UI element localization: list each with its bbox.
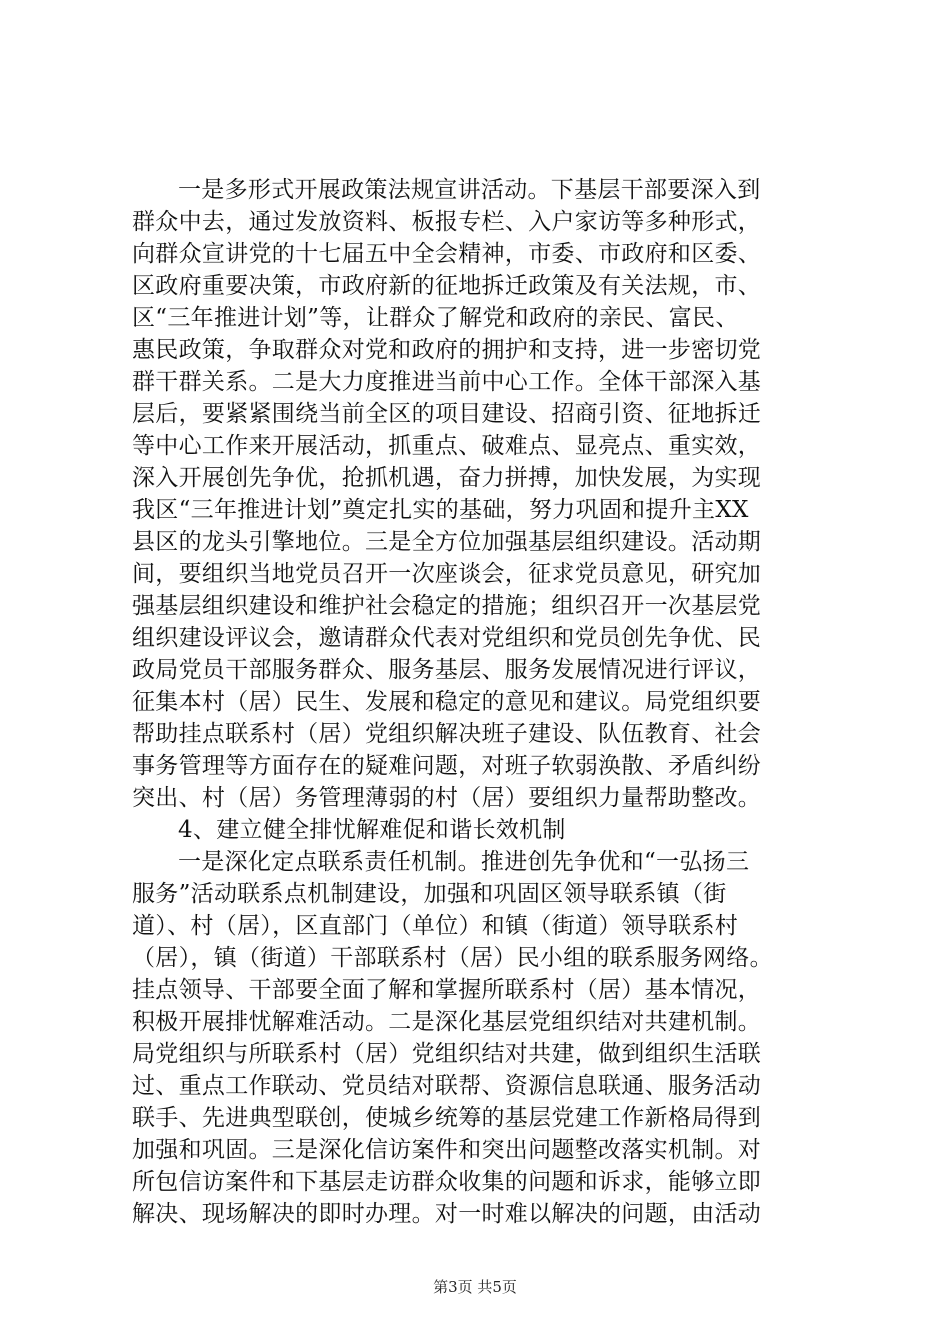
text-line: 事务管理等方面存在的疑难问题，对班子软弱涣散、矛盾纠纷 (132, 753, 762, 779)
text-line: 帮助挂点联系村（居）党组织解决班子建设、队伍教育、社会 (132, 721, 762, 747)
text-line: 层后，要紧紧围绕当前全区的项目建设、招商引资、征地拆迁 (132, 401, 762, 427)
body-text (132, 174, 852, 1230)
text-line: 我区“三年推进计划”奠定扎实的基础，努力巩固和提升主XX (132, 497, 749, 523)
text-line: 间，要组织当地党员召开一次座谈会，征求党员意见，研究加 (132, 561, 762, 587)
text-line: 等中心工作来开展活动，抓重点、破难点、显亮点、重实效， (132, 433, 762, 459)
text-line: 惠民政策，争取群众对党和政府的拥护和支持，进一步密切党 (132, 337, 762, 363)
text-line: 向群众宣讲党的十七届五中全会精神，市委、市政府和区委、 (132, 241, 762, 267)
page-footer (0, 1277, 950, 1297)
text-line: 区“三年推进计划”等，让群众了解党和政府的亲民、富民、 (132, 305, 739, 331)
text-line: 道）、村（居），区直部门（单位）和镇（街道）领导联系村 (132, 913, 739, 939)
text-line: 群众中去，通过发放资料、板报专栏、入户家访等多种形式， (132, 209, 762, 235)
text-line: 深入开展创先争优，抢抓机遇，奋力拼搏，加快发展，为实现 (132, 465, 762, 491)
text-line: 解决、现场解决的即时办理。对一时难以解决的问题，由活动 (132, 1201, 762, 1227)
text-line: 过、重点工作联动、党员结对联帮、资源信息联通、服务活动 (132, 1073, 762, 1099)
text-line: 组织建设评议会，邀请群众代表对党组织和党员创先争优、民 (132, 625, 762, 651)
text-line: 挂点领导、干部要全面了解和掌握所联系村（居）基本情况， (132, 977, 762, 1003)
text-line: 征集本村（居）民生、发展和稳定的意见和建议。局党组织要 (132, 689, 762, 715)
text-line: 强基层组织建设和维护社会稳定的措施；组织召开一次基层党 (132, 593, 762, 619)
text-line: 服务”活动联系点机制建设，加强和巩固区领导联系镇（街 (132, 881, 727, 907)
section-heading: 4、建立健全排忧解难促和谐长效机制 (178, 817, 566, 843)
text-line: 县区的龙头引擎地位。三是全方位加强基层组织建设。活动期 (132, 529, 762, 555)
text-line: 区政府重要决策，市政府新的征地拆迁政策及有关法规，市、 (132, 273, 762, 299)
text-line: 加强和巩固。三是深化信访案件和突出问题整改落实机制。对 (132, 1137, 762, 1163)
text-line: 突出、村（居）务管理薄弱的村（居）要组织力量帮助整改。 (132, 785, 762, 811)
text-line: 一是深化定点联系责任机制。推进创先争优和“一弘扬三 (178, 849, 750, 875)
text-line: 局党组织与所联系村（居）党组织结对共建，做到组织生活联 (132, 1041, 762, 1067)
text-line: 一是多形式开展政策法规宣讲活动。下基层干部要深入到 (178, 177, 761, 203)
text-line: （居），镇（街道）干部联系村（居）民小组的联系服务网络。 (132, 945, 773, 971)
text-line: 政局党员干部服务群众、服务基层、服务发展情况进行评议， (132, 657, 762, 683)
page-number: 第3页 共5页 (433, 1278, 517, 1296)
text-line: 积极开展排忧解难活动。二是深化基层党组织结对共建机制。 (132, 1009, 762, 1035)
text-line: 所包信访案件和下基层走访群众收集的问题和诉求，能够立即 (132, 1169, 762, 1195)
text-line: 联手、先进典型联创，使城乡统筹的基层党建工作新格局得到 (132, 1105, 762, 1131)
text-line: 群干群关系。二是大力度推进当前中心工作。全体干部深入基 (132, 369, 762, 395)
